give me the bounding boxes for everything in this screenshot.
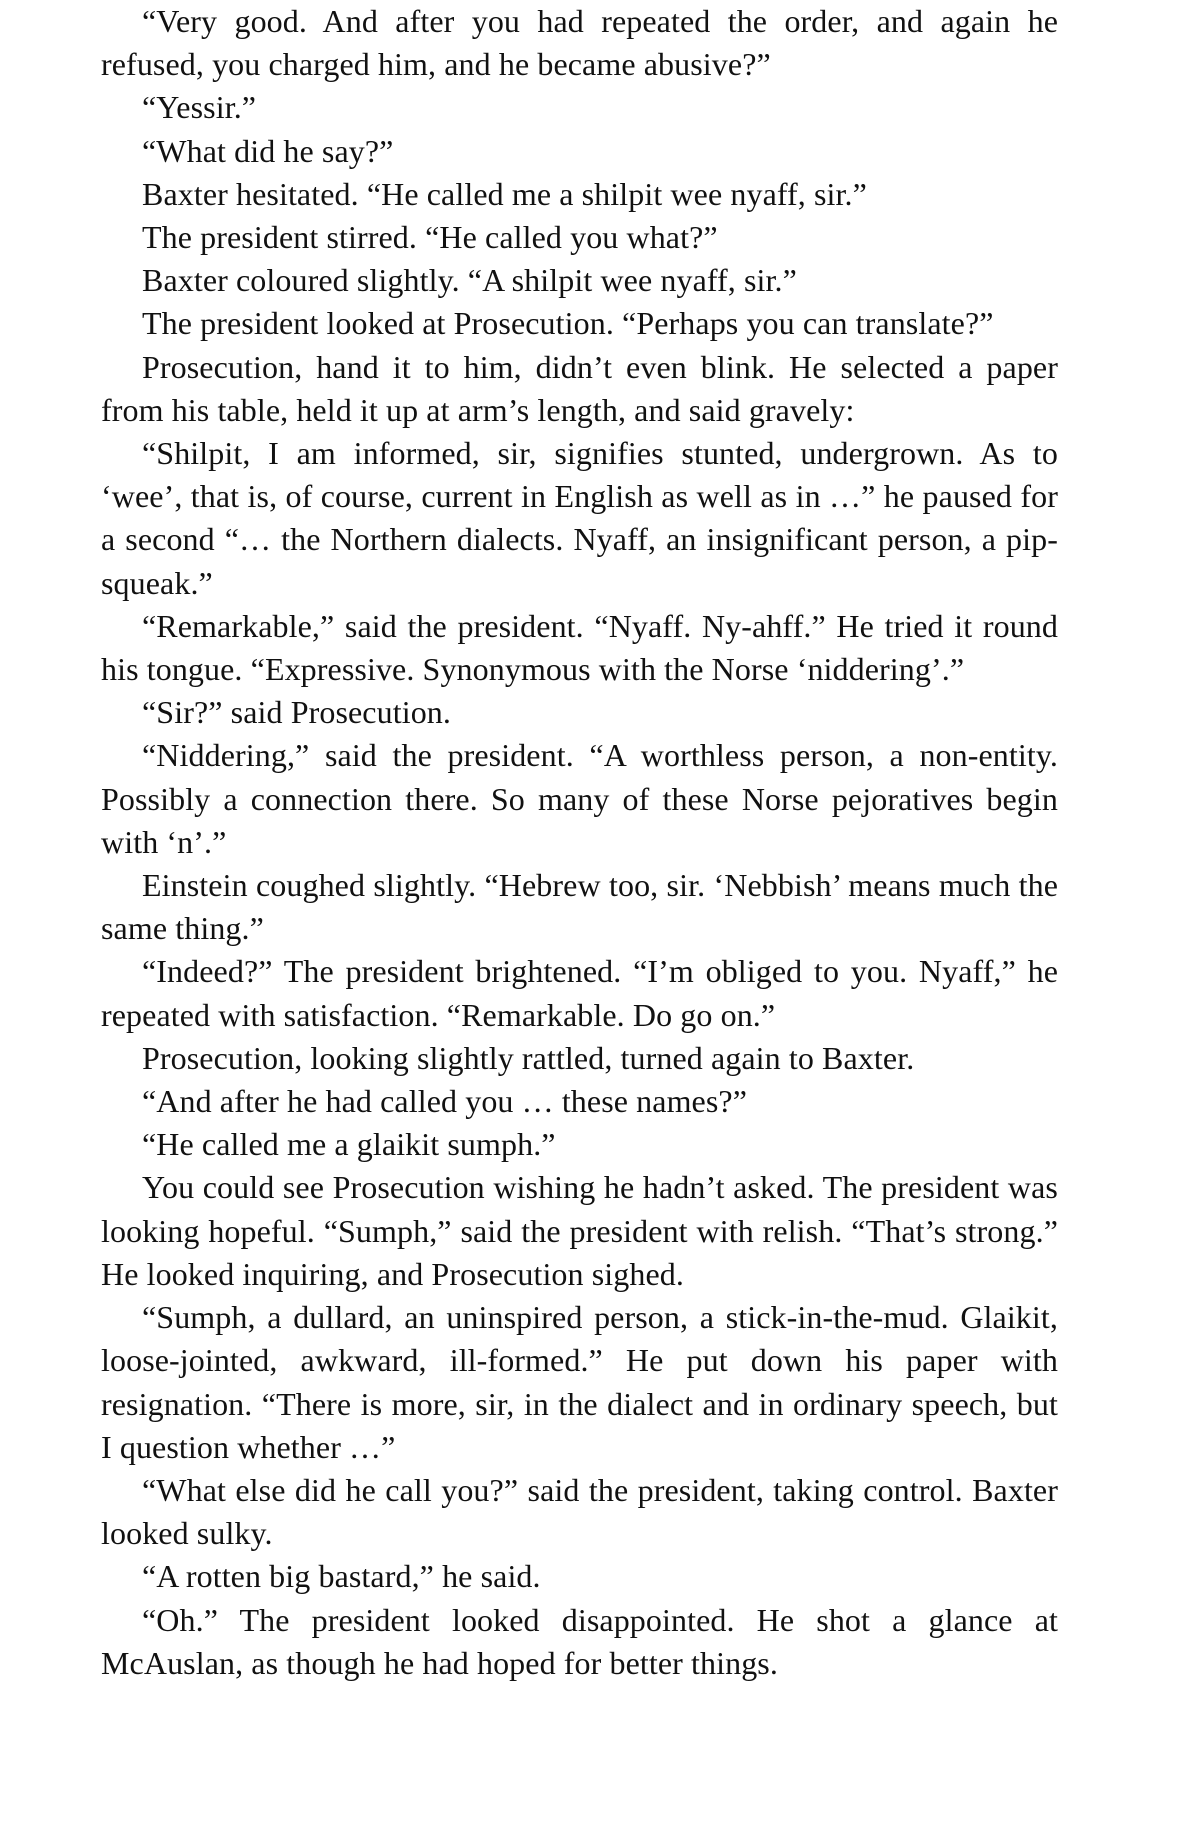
paragraph: “Shilpit, I am informed, sir, signifies stunted, undergrown. As to ‘wee’, that is, of course, current in English as well as in …” he paused for a second “… the Northern dialects. Nyaff, an insignificant person, a pip-squeak.” [101, 435, 1058, 601]
paragraph: The president looked at Prosecution. “Perhaps you can translate?” [142, 305, 994, 342]
paragraph: “Niddering,” said the president. “A worthless person, a non-entity. Possibly a connection there. So many of these Norse pejoratives begin with ‘n’.” [101, 737, 1058, 860]
paragraph: “What else did he call you?” said the president, taking control. Baxter looked sulky. [101, 1471, 1058, 1552]
paragraph: “He called me a glaikit sumph.” [142, 1126, 556, 1163]
paragraph: “Oh.” The president looked disappointed. He shot a glance at McAuslan, as though he had hoped for better things. [101, 1601, 1058, 1681]
paragraph: Prosecution, hand it to him, didn’t even blink. He selected a paper from his table, held it up at arm’s length, and said gravely: [101, 348, 1058, 428]
paragraph: Baxter hesitated. “He called me a shilpit wee nyaff, sir.” [142, 175, 867, 212]
paragraph: Baxter coloured slightly. “A shilpit wee nyaff, sir.” [142, 262, 797, 299]
paragraph: Einstein coughed slightly. “Hebrew too, sir. ‘Nebbish’ means much the same thing.” [101, 867, 1058, 947]
paragraph: “Remarkable,” said the president. “Nyaff. Ny-ahff.” He tried it round his tongue. “Expressive. Synonymous with the Norse ‘niddering’.” [101, 607, 1058, 688]
paragraph: “A rotten big bastard,” he said. [142, 1558, 541, 1595]
paragraph: “Yessir.” [142, 89, 257, 126]
paragraph: “Sir?” said Prosecution. [142, 694, 451, 731]
paragraph: “Very good. And after you had repeated the order, and again he refused, you charged him, and he became abusive?” [101, 3, 1058, 83]
paragraph: “What did he say?” [142, 132, 394, 169]
paragraph: “Indeed?” The president brightened. “I’m obliged to you. Nyaff,” he repeated with satisfaction. “Remarkable. Do go on.” [101, 953, 1058, 1033]
paragraph: “Sumph, a dullard, an uninspired person, a stick-in-the-mud. Glaikit, loose-jointed, awkward, ill-formed.” He put down his paper with resignation. “There is more, sir, in the dialect and in ordinary speech, but I question whether …” [101, 1299, 1058, 1465]
paragraph: The president stirred. “He called you what?” [142, 219, 718, 256]
book-page [101, 0, 1058, 1685]
paragraph: You could see Prosecution wishing he hadn’t asked. The president was looking hopeful. “Sumph,” said the president with relish. “That’s strong.” He looked inquiring, and Prosecution sighed. [101, 1169, 1058, 1292]
paragraph: “And after he had called you … these names?” [142, 1083, 748, 1120]
paragraph: Prosecution, looking slightly rattled, turned again to Baxter. [142, 1039, 915, 1076]
